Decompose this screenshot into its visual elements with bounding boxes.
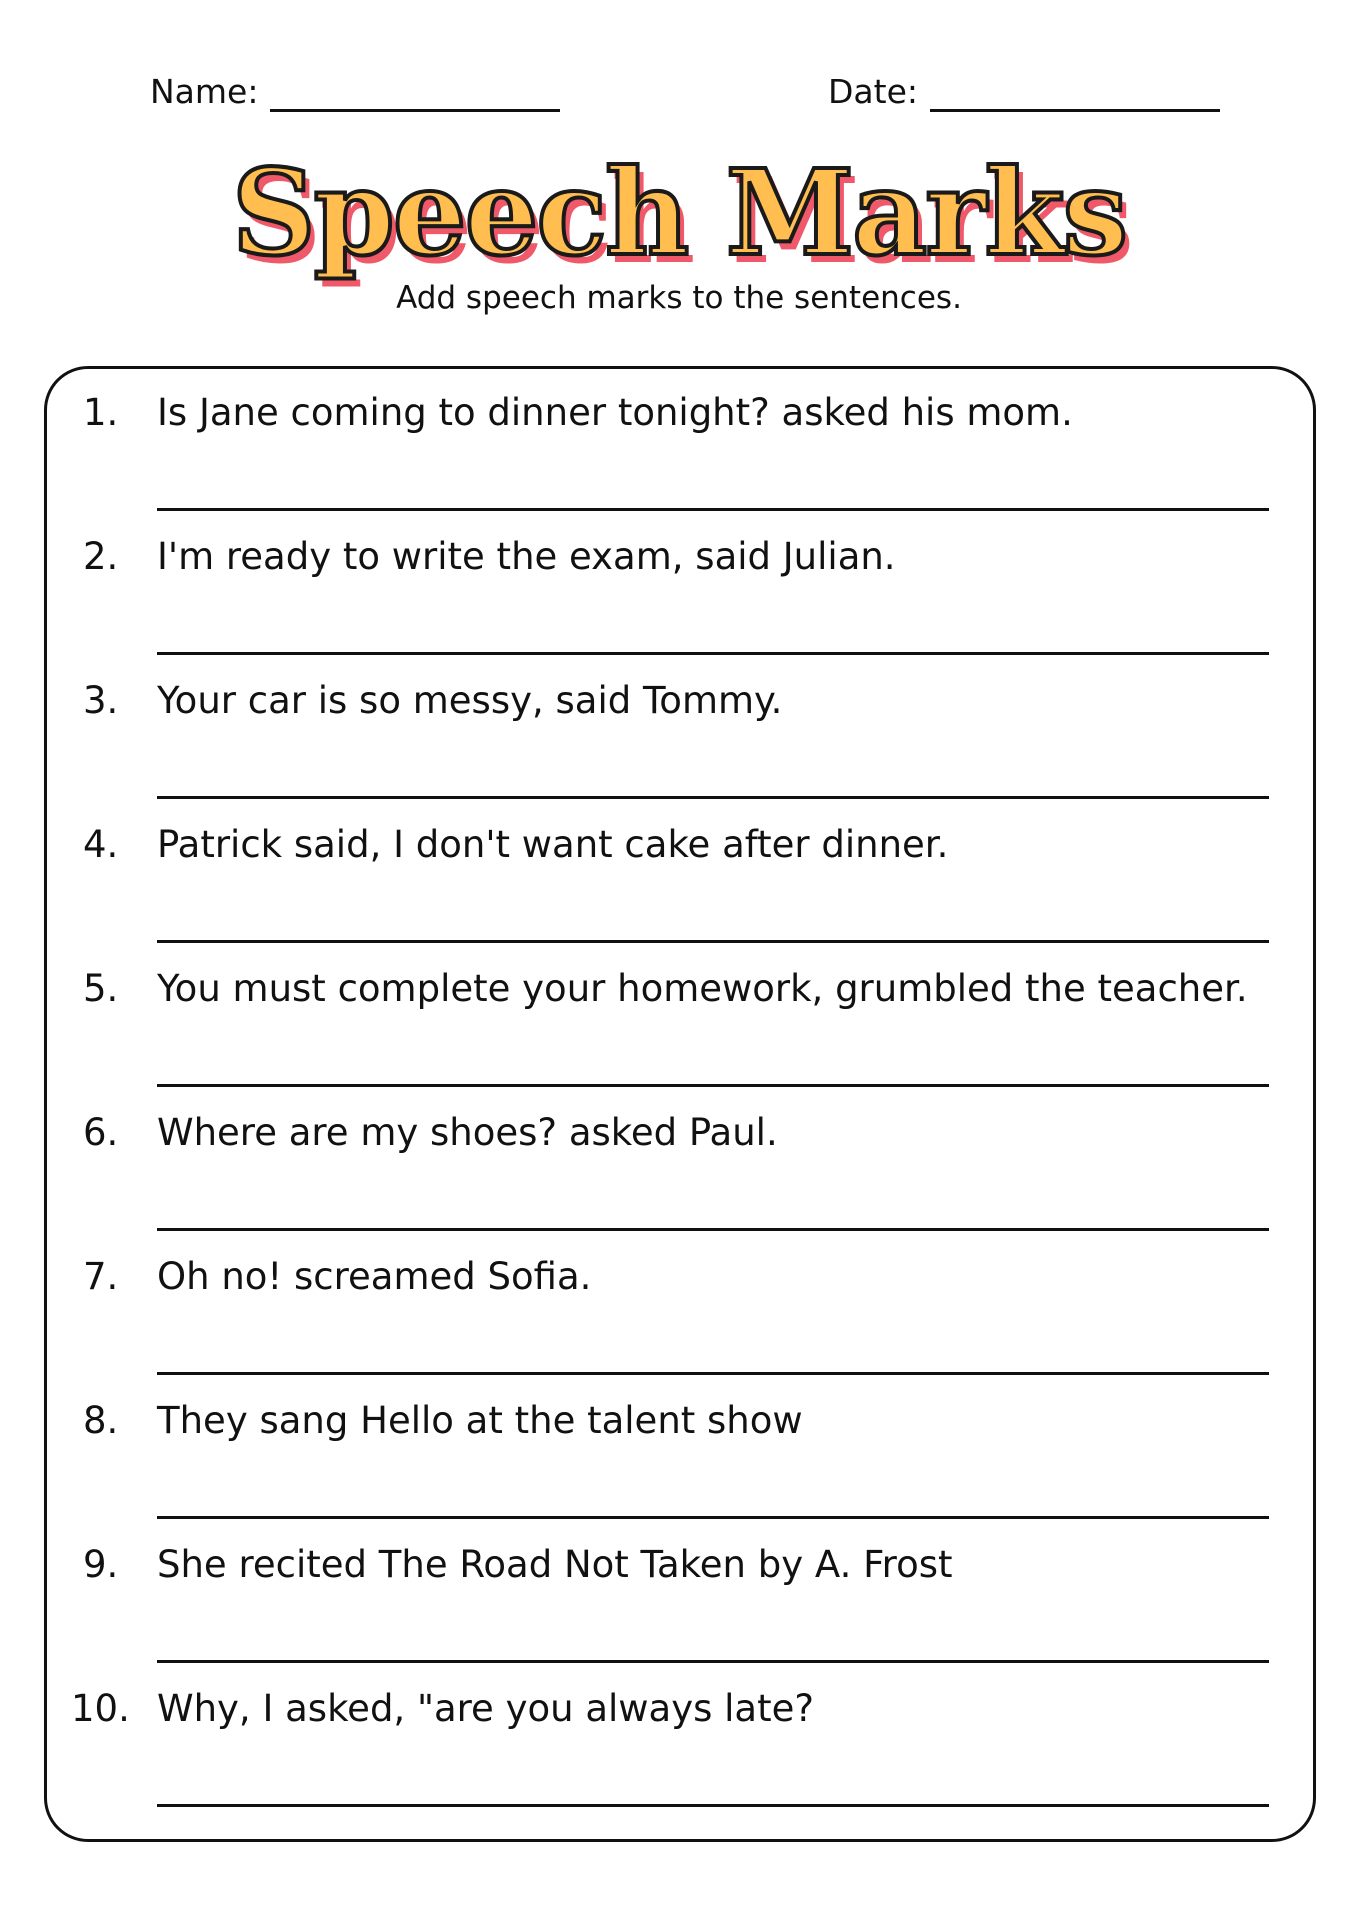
answer-line[interactable]	[157, 940, 1269, 943]
name-label: Name:	[150, 72, 259, 111]
question-item	[47, 657, 1319, 801]
answer-line[interactable]	[157, 796, 1269, 799]
question-item	[47, 513, 1319, 657]
date-label: Date:	[828, 72, 918, 111]
question-text: Why, I asked, "are you always late?	[157, 1687, 815, 1730]
question-number: 3.	[83, 679, 119, 722]
question-number: 4.	[83, 823, 119, 866]
question-number: 2.	[83, 535, 119, 578]
question-item	[47, 801, 1319, 945]
answer-line[interactable]	[157, 508, 1269, 511]
question-text: Your car is so messy, said Tommy.	[157, 679, 783, 722]
question-item	[47, 1089, 1319, 1233]
question-number: 7.	[83, 1255, 119, 1298]
question-item	[47, 1521, 1319, 1665]
date-field	[828, 72, 1220, 112]
title-wrap	[0, 143, 1358, 288]
question-text: Is Jane coming to dinner tonight? asked his mom.	[157, 391, 1073, 434]
answer-line[interactable]	[157, 1228, 1269, 1231]
question-item	[47, 1377, 1319, 1521]
question-item	[47, 945, 1319, 1089]
question-text: Where are my shoes? asked Paul.	[157, 1111, 778, 1154]
question-item	[47, 369, 1319, 513]
answer-line[interactable]	[157, 1084, 1269, 1087]
question-text: They sang Hello at the talent show	[157, 1399, 803, 1442]
question-text: She recited The Road Not Taken by A. Frost	[157, 1543, 953, 1586]
questions-box	[44, 366, 1316, 1842]
name-blank-line[interactable]	[270, 73, 560, 112]
question-number: 6.	[83, 1111, 119, 1154]
answer-line[interactable]	[157, 1804, 1269, 1807]
question-item	[47, 1233, 1319, 1377]
question-text: Patrick said, I don't want cake after dinner.	[157, 823, 949, 866]
question-text: I'm ready to write the exam, said Julian.	[157, 535, 896, 578]
name-field	[150, 72, 560, 112]
question-number: 5.	[83, 967, 119, 1010]
instructions: Add speech marks to the sentences.	[396, 280, 962, 316]
header-row	[0, 72, 1358, 122]
date-blank-line[interactable]	[930, 73, 1220, 112]
question-text: Oh no! screamed Sofia.	[157, 1255, 592, 1298]
question-item	[47, 1665, 1319, 1809]
question-text: You must complete your homework, grumbled the teacher.	[157, 967, 1248, 1010]
question-number: 8.	[83, 1399, 119, 1442]
answer-line[interactable]	[157, 1516, 1269, 1519]
answer-line[interactable]	[157, 652, 1269, 655]
question-number: 10.	[71, 1687, 130, 1730]
question-number: 9.	[83, 1543, 119, 1586]
question-number: 1.	[83, 391, 119, 434]
answer-line[interactable]	[157, 1660, 1269, 1663]
page-title: Speech Marks	[231, 143, 1127, 283]
answer-line[interactable]	[157, 1372, 1269, 1375]
